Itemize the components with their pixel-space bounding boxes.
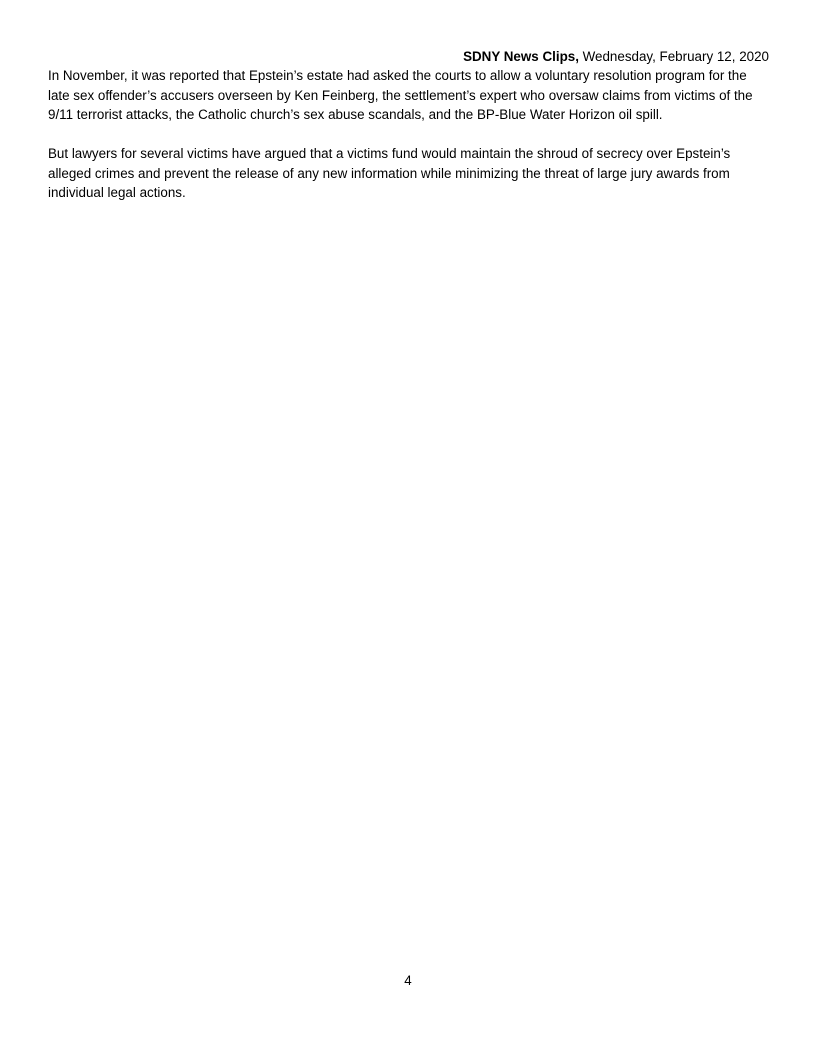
page-header (463, 48, 769, 66)
article-paragraph: But lawyers for several victims have argued that a victims fund would maintain the shroud of secrecy over Epstein’s alleged crimes and prevent the release of any new information while minimizing the threat of large jury awards from individual legal actions. (48, 146, 731, 200)
article-body (48, 66, 770, 222)
page-number: 4 (404, 973, 412, 988)
publication-date: Wednesday, February 12, 2020 (578, 49, 769, 64)
article-paragraph: In November, it was reported that Epstein’s estate had asked the courts to allow a voluntary resolution program for the late sex offender’s accusers overseen by Ken Feinberg, the settlement’s expert who oversaw claims from victims of the 9/11 terrorist attacks, the Catholic church’s sex abuse scandals, and the BP-Blue Water Horizon oil spill. (48, 68, 753, 122)
publication-name: SDNY News Clips, (463, 49, 579, 64)
